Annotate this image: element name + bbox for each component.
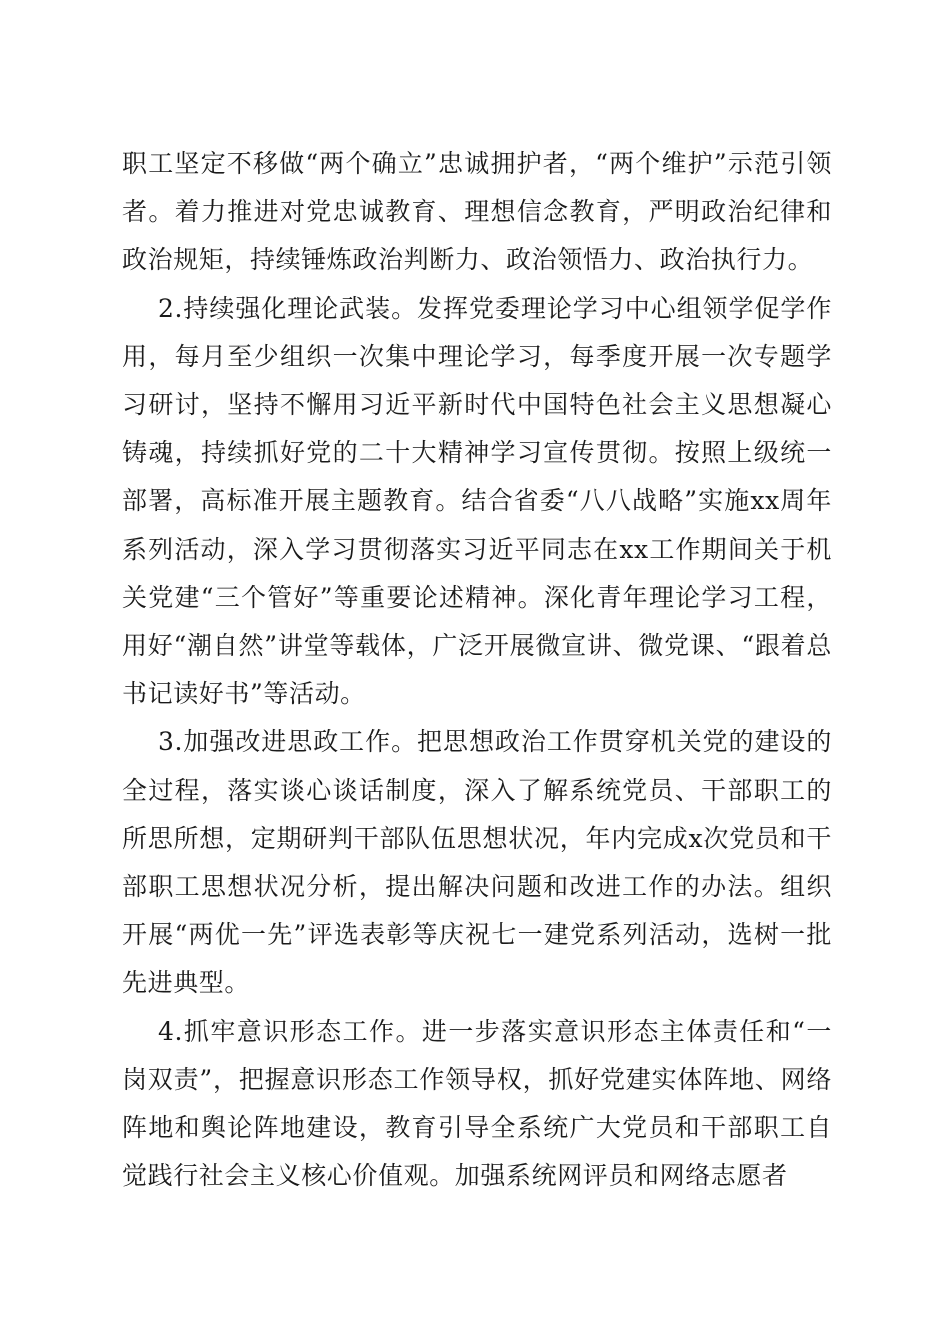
paragraph-continuation: 职工坚定不移做“两个确立”忠诚拥护者，“两个维护”示范引领者。着力推进对党忠诚教育、理想信念教育，严明政治纪律和政治规矩，持续锤炼政治判断力、政治领悟力、政治执行力。 bbox=[122, 149, 832, 275]
document-body bbox=[122, 140, 832, 1200]
paragraph-ideological-work: 3.加强改进思政工作。把思想政治工作贯穿机关党的建设的全过程，落实谈心谈话制度，深入了解系统党员、干部职工的所思所想，定期研判干部队伍思想状况，年内完成x次党员和干部职工思想状况分析，提出解决问题和改进工作的办法。组织开展“两优一先”评选表彰等庆祝七一建党系列活动，选树一批先进典型。 bbox=[122, 727, 832, 998]
paragraph-theory-armament: 2.持续强化理论武装。发挥党委理论学习中心组领学促学作用，每月至少组织一次集中理论学习，每季度开展一次专题学习研讨，坚持不懈用习近平新时代中国特色社会主义思想凝心铸魂，持续抓好党的二十大精神学习宣传贯彻。按照上级统一部署，高标准开展主题教育。结合省委“八八战略”实施xx周年系列活动，深入学习贯彻落实习近平同志在xx工作期间关于机关党建“三个管好”等重要论述精神。深化青年理论学习工程，用好“潮自然”讲堂等载体，广泛开展微宣讲、微党课、“跟着总书记读好书”等活动。 bbox=[122, 293, 832, 709]
paragraph-ideology-responsibility: 4.抓牢意识形态工作。进一步落实意识形态主体责任和“一岗双责”，把握意识形态工作领导权，抓好党建实体阵地、网络阵地和舆论阵地建设，教育引导全系统广大党员和干部职工自觉践行社会主义核心价值观。加强系统网评员和网络志愿者 bbox=[122, 1016, 832, 1191]
